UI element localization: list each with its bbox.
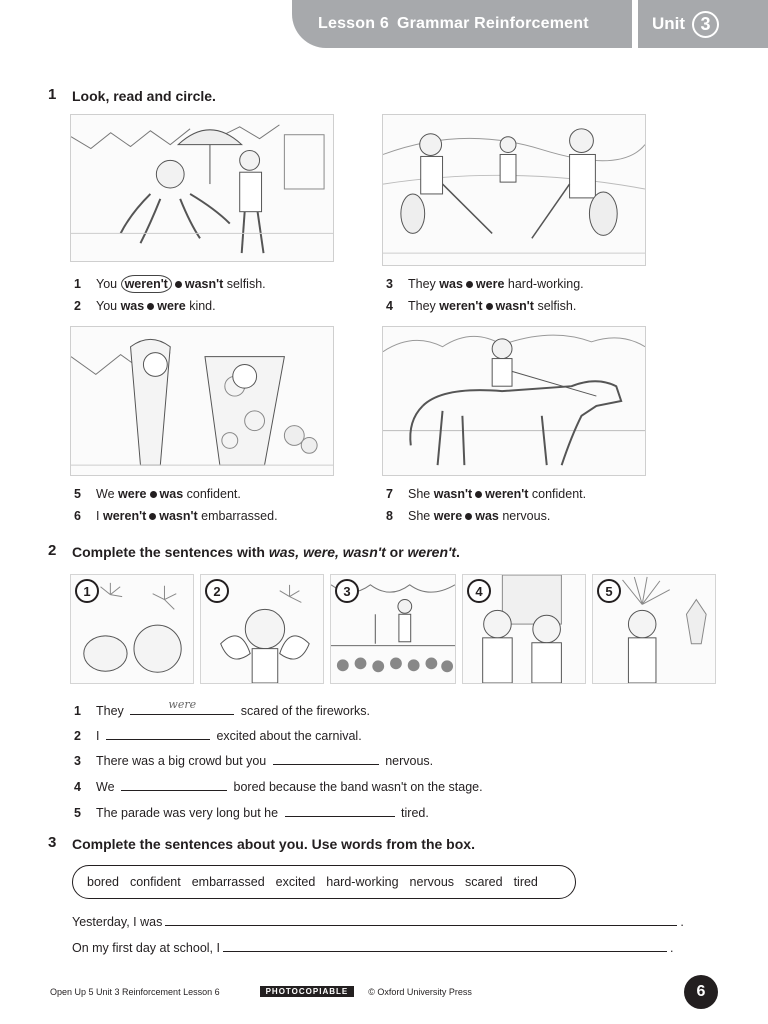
item-number: 4 (386, 299, 393, 313)
ex1-item-1 (74, 276, 266, 292)
bullet-icon (465, 513, 472, 520)
item-number: 1 (74, 277, 81, 291)
item-end: excited about the carnival. (216, 729, 362, 743)
page-number: 6 (684, 975, 718, 1009)
option-1[interactable]: were (118, 487, 147, 501)
word-bored: bored (87, 875, 119, 889)
item-number: 4 (74, 780, 81, 794)
word-nervous: nervous (409, 875, 455, 889)
item-subject: You (96, 277, 118, 291)
instruction-text: Complete the sentences with (72, 544, 269, 560)
item-subject: We (96, 487, 115, 501)
exercise-1-number: 1 (48, 86, 57, 103)
item-number: 2 (74, 299, 81, 313)
write-line-input[interactable] (223, 941, 667, 952)
answer-blank[interactable] (121, 778, 227, 791)
item-rest: hard-working. (507, 277, 584, 291)
item-number: 5 (74, 806, 81, 820)
item-start: We (96, 780, 115, 794)
fairy-costume-picture-icon (200, 574, 324, 684)
costume-party-picture-icon (70, 326, 334, 476)
write-line-input[interactable] (165, 915, 677, 926)
line-prompt: Yesterday, I was (72, 915, 163, 929)
ex2-item-4 (74, 778, 483, 795)
item-number: 3 (74, 754, 81, 768)
ex3-line-1 (72, 915, 684, 929)
option-2[interactable]: wasn't (184, 277, 224, 291)
word-embarrassed: embarrassed (191, 875, 265, 889)
option-2[interactable]: were (157, 299, 186, 313)
item-number: 1 (74, 704, 81, 718)
ex1-item-4 (386, 298, 576, 314)
instruction-end: . (456, 544, 460, 560)
ex1-item-6 (74, 508, 278, 524)
item-rest: selfish. (226, 277, 266, 291)
exercise-1-instruction: Look, read and circle. (72, 88, 216, 104)
fireworks-dogs-picture-icon (70, 574, 194, 684)
line-period: . (680, 915, 684, 929)
bullet-icon (475, 491, 482, 498)
item-number: 7 (386, 487, 393, 501)
carnival-umbrella-picture-icon (70, 114, 334, 262)
concert-stage-picture-icon (330, 574, 456, 684)
item-start: They (96, 704, 124, 718)
ex2-item-5 (74, 804, 429, 821)
ex3-line-2 (72, 941, 673, 955)
item-subject: They (408, 299, 436, 313)
item-rest: confident. (531, 487, 587, 501)
bullet-icon (147, 303, 154, 310)
item-end: bored because the band wasn't on the stage. (233, 780, 483, 794)
horse-riding-picture-icon (382, 326, 646, 476)
item-subject: She (408, 487, 431, 501)
lesson-title: Grammar Reinforcement (396, 15, 589, 32)
line-period: . (669, 941, 674, 955)
option-1[interactable]: wasn't (433, 487, 473, 501)
unit-number: 3 (692, 11, 719, 38)
footer-copyright: © Oxford University Press (368, 986, 472, 997)
word-hard-working: hard-working (326, 875, 399, 889)
item-subject: They (408, 277, 436, 291)
ex1-item-3 (386, 276, 584, 292)
exercise-3-number: 3 (48, 834, 57, 851)
bullet-icon (150, 491, 157, 498)
footer (50, 986, 472, 997)
exercise-2-number: 2 (48, 542, 57, 559)
circled-answer[interactable] (121, 275, 172, 293)
exercise-2-instruction (72, 544, 460, 560)
item-number: 2 (74, 729, 81, 743)
item-end: scared of the fireworks. (240, 704, 370, 718)
option-1: weren't (124, 277, 168, 291)
item-rest: selfish. (537, 299, 577, 313)
word-tired: tired (513, 875, 538, 889)
item-rest: kind. (189, 299, 216, 313)
bullet-icon (149, 513, 156, 520)
word-excited: excited (275, 875, 316, 889)
answer-blank[interactable] (130, 698, 234, 715)
word-scared: scared (465, 875, 503, 889)
item-rest: confident. (186, 487, 241, 501)
unit-badge (638, 0, 768, 48)
instruction-last-word: weren't (407, 544, 456, 560)
ex1-item-2 (74, 298, 216, 314)
item-rest: nervous. (502, 509, 551, 523)
bullet-icon (175, 281, 182, 288)
item-subject: She (408, 509, 431, 523)
answer-blank[interactable] (106, 727, 210, 740)
handwritten-answer: were (168, 698, 197, 711)
bullet-icon (486, 303, 493, 310)
item-number: 3 (386, 277, 393, 291)
thumb-number: 1 (75, 579, 99, 603)
litter-picking-picture-icon (382, 114, 646, 266)
exercise-3-instruction: Complete the sentences about you. Use words from the box. (72, 836, 475, 852)
ex1-item-8 (386, 508, 550, 524)
footer-course: Open Up 5 Unit 3 Reinforcement Lesson 6 (50, 986, 220, 997)
item-start: I (96, 729, 100, 743)
option-1[interactable]: weren't (102, 509, 147, 523)
item-start: The parade was very long but he (96, 806, 279, 820)
ex1-item-5 (74, 486, 241, 502)
item-rest: embarrassed. (201, 509, 278, 523)
item-end: tired. (401, 806, 429, 820)
ex2-item-3 (74, 752, 433, 769)
option-1[interactable]: was (120, 299, 145, 313)
instruction-or: or (385, 544, 408, 560)
line-prompt: On my first day at school, I (72, 941, 220, 955)
answer-blank[interactable] (273, 752, 379, 765)
option-2[interactable]: was (475, 509, 499, 523)
instruction-words: was, were, wasn't (268, 544, 386, 560)
ex1-item-7 (386, 486, 586, 502)
ex2-item-2 (74, 727, 362, 744)
option-2[interactable]: wasn't (495, 299, 534, 313)
item-number: 8 (386, 509, 393, 523)
item-number: 6 (74, 509, 81, 523)
item-start: There was a big crowd but you (96, 754, 267, 768)
option-2[interactable]: weren't (485, 487, 529, 501)
option-1[interactable]: were (433, 509, 463, 523)
photocopiable-badge: PHOTOCOPIABLE (260, 986, 355, 997)
item-end: nervous. (385, 754, 434, 768)
item-subject: I (96, 509, 100, 523)
option-2[interactable]: wasn't (159, 509, 198, 523)
option-2[interactable]: were (475, 277, 505, 291)
lesson-label: Lesson 6 (318, 15, 389, 32)
word-confident: confident (129, 875, 181, 889)
unit-label: Unit (652, 14, 686, 33)
word-box (72, 865, 576, 899)
lesson-header (292, 0, 632, 48)
answer-blank[interactable] (285, 804, 395, 817)
thumb-number: 3 (335, 579, 359, 603)
thumb-number: 4 (467, 579, 491, 603)
bullet-icon (466, 281, 473, 288)
bored-kids-picture-icon (462, 574, 586, 684)
option-2[interactable]: was (159, 487, 184, 501)
option-1[interactable]: weren't (439, 299, 483, 313)
item-number: 5 (74, 487, 81, 501)
thumb-number: 5 (597, 579, 621, 603)
option-1[interactable]: was (439, 277, 463, 291)
item-subject: You (96, 299, 118, 313)
thumb-number: 2 (205, 579, 229, 603)
parade-dancer-picture-icon (592, 574, 716, 684)
ex2-item-1 (74, 698, 370, 719)
